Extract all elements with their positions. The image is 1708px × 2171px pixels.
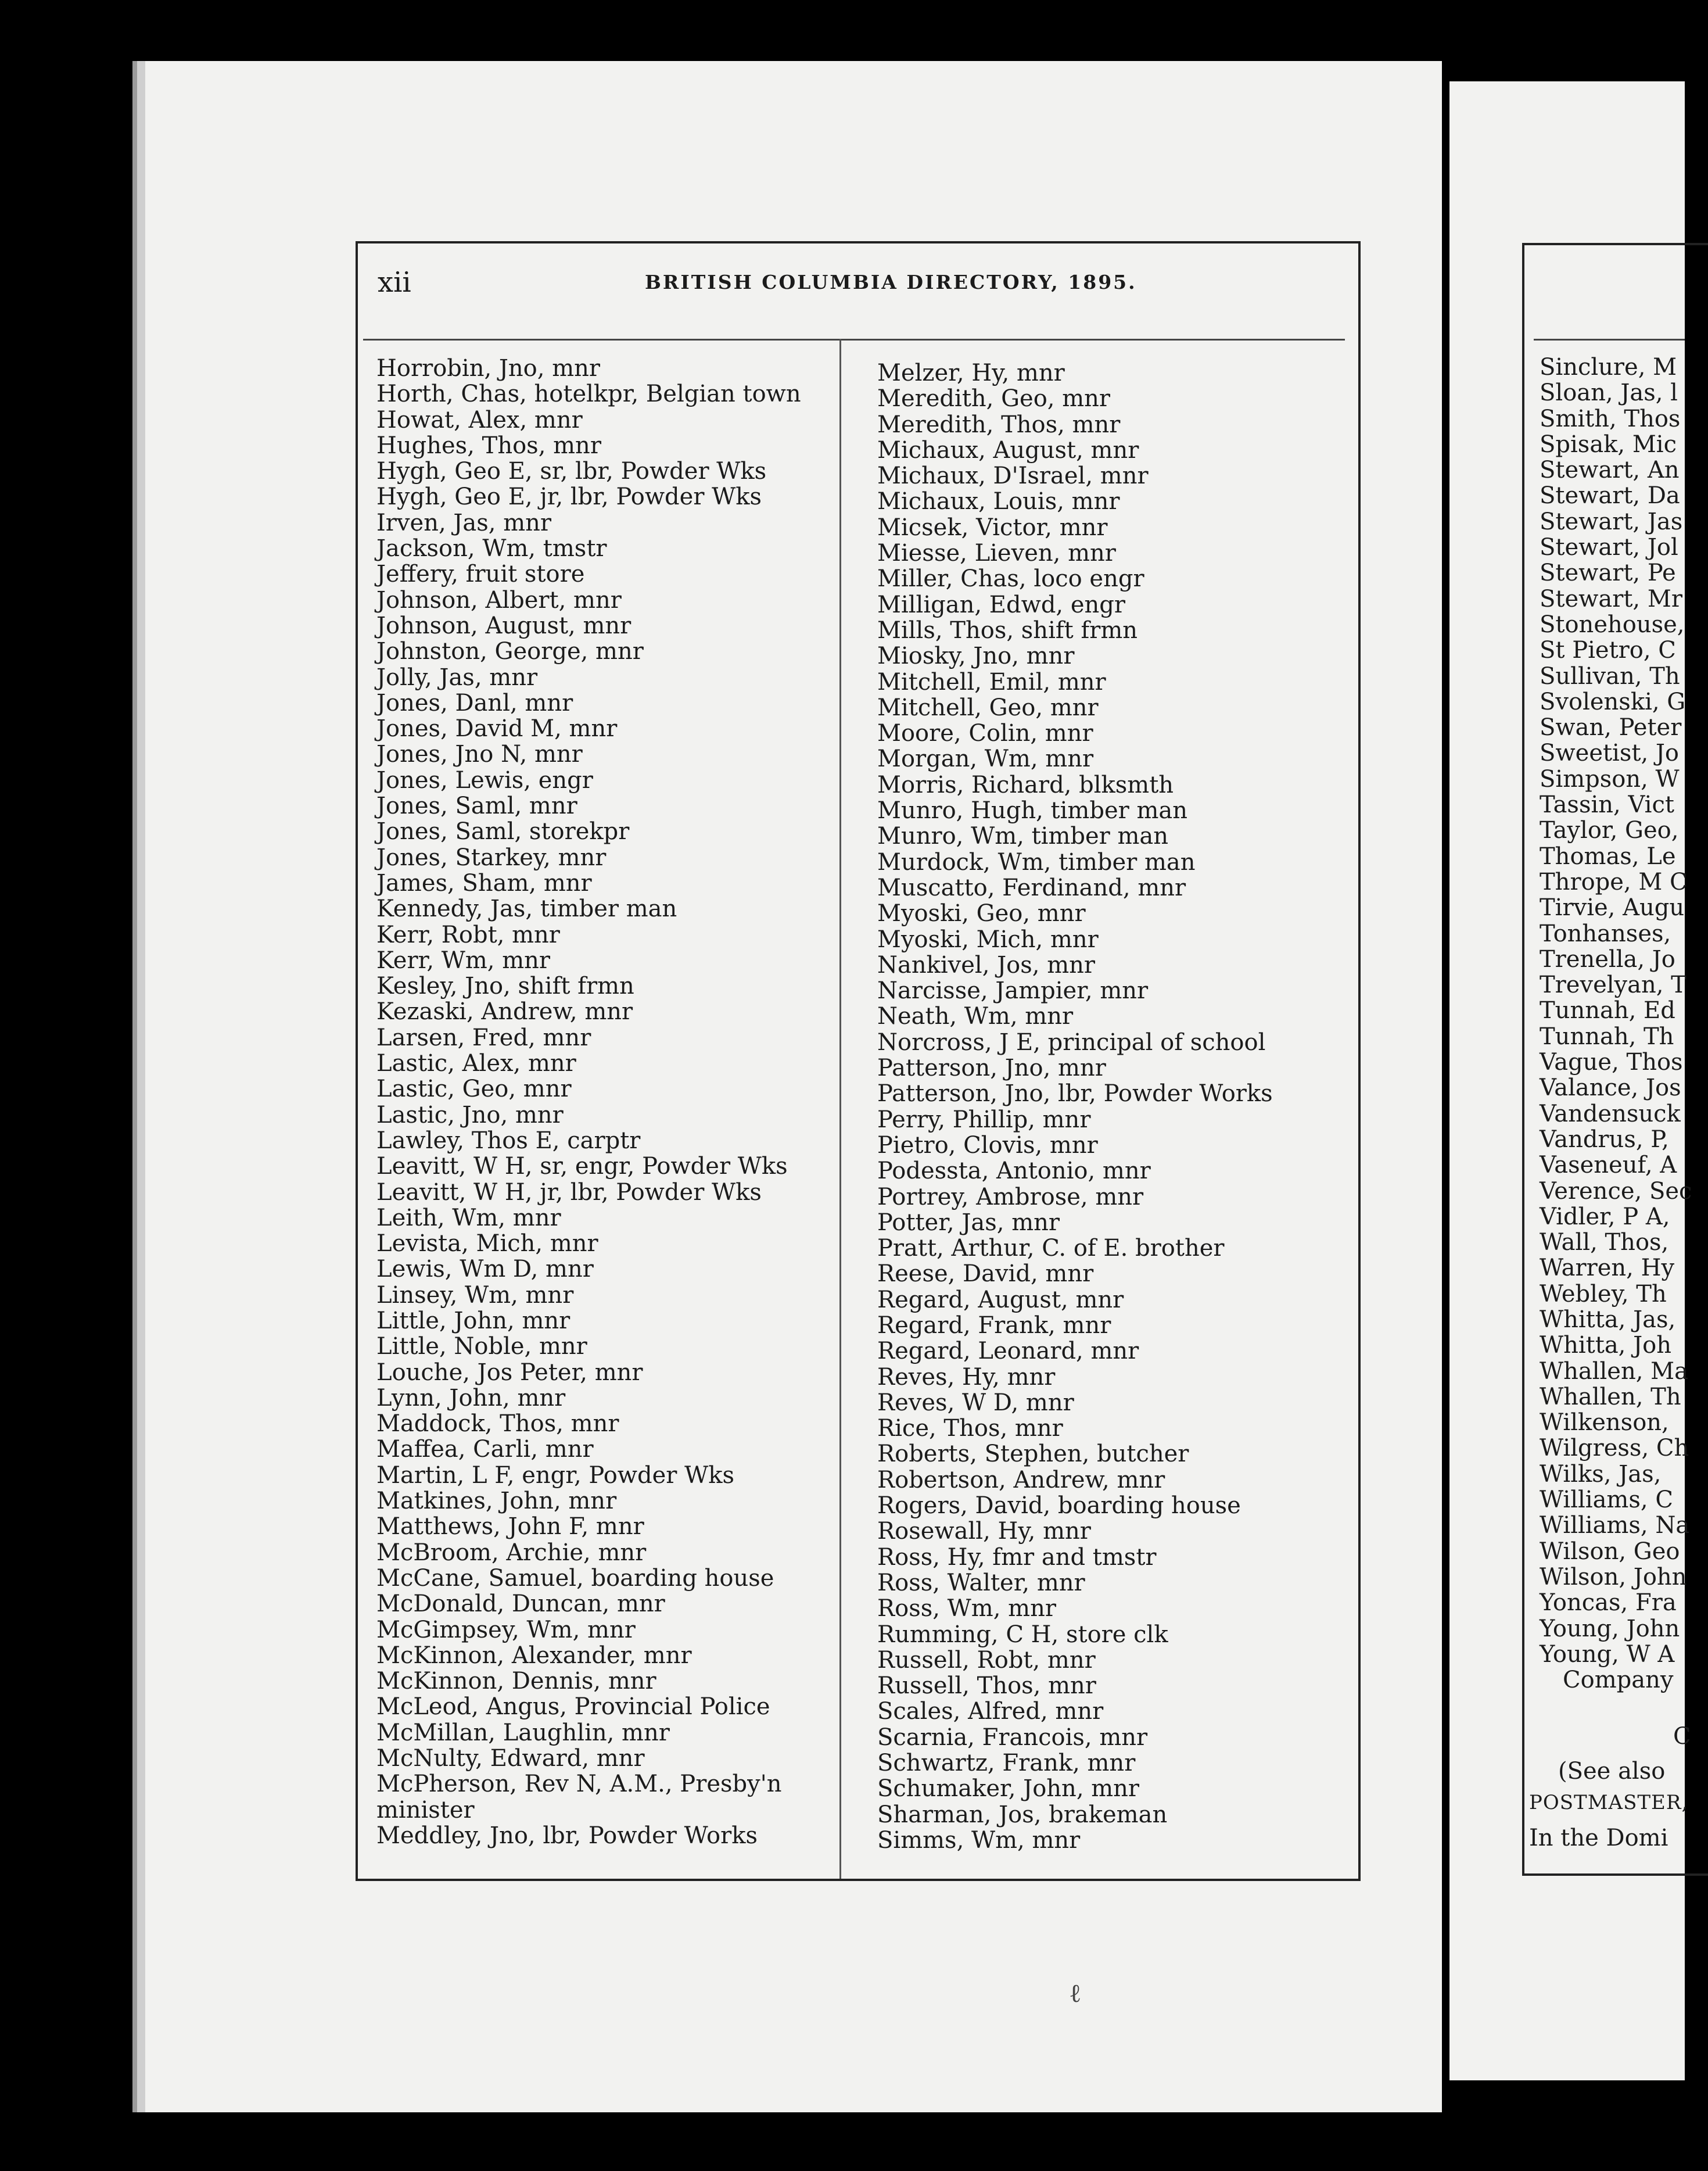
directory-entry: McBroom, Archie, mnr	[376, 1539, 647, 1566]
directory-entry: Schwartz, Frank, mnr	[877, 1750, 1136, 1777]
directory-entry: Kennedy, Jas, timber man	[376, 895, 677, 923]
directory-entry: Kerr, Wm, mnr	[376, 947, 551, 974]
directory-entry: Morgan, Wm, mnr	[877, 746, 1094, 773]
directory-entry: Patterson, Jno, lbr, Powder Works	[877, 1080, 1273, 1108]
directory-entry: Swan, Peter	[1540, 714, 1682, 741]
directory-entry: Regard, Leonard, mnr	[877, 1338, 1139, 1365]
directory-entry: Portrey, Ambrose, mnr	[877, 1183, 1144, 1210]
directory-entry: Ross, Walter, mnr	[877, 1569, 1085, 1596]
directory-entry: Micsek, Victor, mnr	[877, 514, 1108, 541]
directory-entry: Rogers, David, boarding house	[877, 1492, 1241, 1520]
header-rule	[363, 339, 1345, 341]
facing-page-header-rule	[1534, 339, 1685, 341]
directory-entry: Munro, Wm, timber man	[877, 823, 1169, 850]
directory-entry: Scarnia, Francois, mnr	[877, 1724, 1148, 1751]
directory-entry: Jones, Jno N, mnr	[376, 741, 583, 768]
directory-entry: McDonald, Duncan, mnr	[376, 1590, 665, 1618]
directory-entry: Stewart, Mr	[1540, 585, 1682, 612]
directory-entry: Trenella, Jo	[1540, 945, 1675, 973]
directory-entry: Ross, Wm, mnr	[877, 1595, 1056, 1622]
directory-entry: McGimpsey, Wm, mnr	[376, 1616, 636, 1643]
directory-entry: Jeffery, fruit store	[376, 561, 585, 588]
directory-entry: Spisak, Mic	[1540, 431, 1677, 458]
directory-entry: Mills, Thos, shift frmn	[877, 617, 1138, 644]
directory-entry: Reese, David, mnr	[877, 1260, 1094, 1288]
directory-entry: Stewart, Pe	[1540, 560, 1676, 587]
directory-entry: Jones, Lewis, engr	[376, 766, 593, 794]
directory-entry: Russell, Robt, mnr	[877, 1646, 1096, 1674]
directory-entry: Yoncas, Fra	[1540, 1589, 1677, 1617]
directory-entry: Trevelyan, T	[1540, 972, 1687, 999]
directory-entry: Young, W A	[1540, 1640, 1675, 1668]
directory-entry: Tonhanses,	[1540, 920, 1671, 947]
directory-entry: Larsen, Fred, mnr	[376, 1024, 591, 1051]
directory-entry: Moore, Colin, mnr	[877, 720, 1093, 747]
directory-entry: Valance, Jos	[1540, 1074, 1681, 1102]
directory-entry: Norcross, J E, principal of school	[877, 1029, 1266, 1056]
directory-entry: Robertson, Andrew, mnr	[877, 1466, 1165, 1493]
directory-entry: Sullivan, Th	[1540, 662, 1680, 690]
facing-page-column	[1540, 354, 1692, 1693]
directory-entry: Little, John, mnr	[376, 1307, 570, 1334]
directory-entry: Mitchell, Emil, mnr	[877, 668, 1106, 696]
directory-entry: Melzer, Hy, mnr	[877, 360, 1065, 386]
margin-mark: ℓ	[1069, 1979, 1082, 2008]
directory-entry: Stewart, Da	[1540, 482, 1680, 510]
directory-entry: Howat, Alex, mnr	[376, 406, 583, 434]
directory-entry: Jones, Danl, mnr	[376, 689, 573, 716]
directory-entry: Williams, Na	[1540, 1512, 1690, 1539]
directory-entry: Irven, Jas, mnr	[376, 509, 552, 536]
directory-entry: Matkines, John, mnr	[376, 1488, 617, 1515]
directory-entry: Leith, Wm, mnr	[376, 1204, 561, 1231]
directory-entry: Vidler, P A,	[1540, 1203, 1670, 1230]
directory-entry: McLeod, Angus, Provincial Police	[376, 1693, 770, 1721]
directory-entry: Whitta, Joh	[1540, 1332, 1671, 1359]
directory-entry: Miesse, Lieven, mnr	[877, 540, 1116, 567]
directory-entry: Whallen, Ma	[1540, 1357, 1688, 1385]
running-head	[378, 266, 1342, 307]
page-number: xii	[378, 266, 411, 299]
directory-entry: Linsey, Wm, mnr	[376, 1281, 574, 1309]
directory-entry: Muscatto, Ferdinand, mnr	[877, 874, 1186, 901]
directory-entry: Miosky, Jno, mnr	[877, 643, 1075, 670]
directory-entry: Johnson, Albert, mnr	[376, 586, 622, 614]
directory-entry: Jackson, Wm, tmstr	[376, 535, 607, 563]
directory-entry: Stonehouse,	[1540, 611, 1685, 638]
directory-entry: Perry, Phillip, mnr	[877, 1106, 1091, 1133]
directory-entry: Thomas, Le	[1540, 843, 1676, 870]
directory-entry: Tunnah, Ed	[1540, 997, 1675, 1024]
directory-entry: Sharman, Jos, brakeman	[877, 1801, 1168, 1828]
directory-entry: Lawley, Thos E, carptr	[376, 1127, 641, 1154]
directory-entry: Stewart, An	[1540, 457, 1680, 484]
directory-entry: Michaux, August, mnr	[877, 436, 1139, 464]
directory-entry: Patterson, Jno, mnr	[877, 1055, 1106, 1082]
directory-entry: Wilkenson,	[1540, 1409, 1669, 1436]
directory-entry: Taylor, Geo,	[1540, 817, 1679, 844]
directory-entry: Murdock, Wm, timber man	[877, 848, 1196, 876]
directory-entry: St Pietro, C	[1540, 637, 1676, 664]
directory-entry: Maddock, Thos, mnr	[376, 1410, 619, 1438]
page-edge	[135, 64, 141, 2109]
directory-entry: Hygh, Geo E, sr, lbr, Powder Wks	[376, 458, 767, 485]
directory-entry: Leavitt, W H, sr, engr, Powder Wks	[376, 1153, 788, 1180]
directory-entry: Myoski, Mich, mnr	[877, 926, 1099, 953]
directory-entry: Rumming, C H, store clk	[877, 1621, 1168, 1648]
directory-entry: Louche, Jos Peter, mnr	[376, 1359, 643, 1386]
directory-entry: Milligan, Edwd, engr	[877, 591, 1126, 618]
directory-entry: Regard, August, mnr	[877, 1286, 1124, 1313]
directory-entry: Vandensuck	[1540, 1100, 1681, 1127]
directory-entry: Pietro, Clovis, mnr	[877, 1131, 1098, 1159]
directory-entry: Vague, Thos	[1540, 1049, 1683, 1076]
directory-entry: Nankivel, Jos, mnr	[877, 951, 1096, 979]
column-divider	[839, 339, 841, 1879]
directory-entry: Webley, Th	[1540, 1280, 1667, 1307]
directory-entry: Williams, C	[1540, 1486, 1673, 1514]
directory-entry: Leavitt, W H, jr, lbr, Powder Wks	[376, 1178, 762, 1206]
directory-entry: Michaux, D'Israel, mnr	[877, 463, 1149, 490]
directory-entry: Roberts, Stephen, butcher	[877, 1441, 1189, 1468]
directory-column-left	[376, 356, 801, 1848]
directory-entry: Miller, Chas, loco engr	[877, 565, 1144, 593]
facing-postmaster: POSTMASTER,	[1529, 1791, 1689, 1814]
directory-entry: Jones, Starkey, mnr	[376, 844, 607, 871]
directory-entry: Levista, Mich, mnr	[376, 1230, 598, 1258]
directory-entry: Morris, Richard, blksmth	[877, 771, 1174, 798]
directory-entry: Lewis, Wm D, mnr	[376, 1256, 594, 1283]
directory-entry: Martin, L F, engr, Powder Wks	[376, 1461, 735, 1489]
directory-entry: Scales, Alfred, mnr	[877, 1698, 1104, 1725]
directory-entry: Russell, Thos, mnr	[877, 1672, 1096, 1700]
directory-entry: Maffea, Carli, mnr	[376, 1436, 594, 1463]
directory-entry: Wilks, Jas,	[1540, 1460, 1662, 1488]
directory-entry: McCane, Samuel, boarding house	[376, 1564, 774, 1592]
directory-entry: Lastic, Jno, mnr	[376, 1101, 564, 1129]
directory-entry: Jones, Saml, storekpr	[376, 818, 630, 846]
directory-entry: McKinnon, Alexander, mnr	[376, 1642, 692, 1669]
directory-entry: Sloan, Jas, l	[1540, 379, 1678, 407]
directory-entry: Lynn, John, mnr	[376, 1384, 566, 1411]
directory-entry: Meddley, Jno, lbr, Powder Works	[376, 1822, 758, 1849]
directory-entry: Matthews, John F, mnr	[376, 1513, 644, 1541]
directory-entry: McKinnon, Dennis, mnr	[376, 1668, 656, 1695]
directory-entry: Jolly, Jas, mnr	[376, 664, 538, 691]
directory-entry: Kerr, Robt, mnr	[376, 921, 560, 948]
directory-entry: Neath, Wm, mnr	[877, 1003, 1074, 1030]
directory-entry: Schumaker, John, mnr	[877, 1775, 1140, 1803]
directory-entry: McNulty, Edward, mnr	[376, 1745, 645, 1772]
directory-entry: Whallen, Th	[1540, 1383, 1681, 1410]
directory-entry: Wilgress, Ch	[1540, 1435, 1689, 1462]
directory-entry: Kezaski, Andrew, mnr	[376, 998, 633, 1026]
directory-entry: Potter, Jas, mnr	[877, 1209, 1060, 1236]
facing-heading-fragment: C	[1673, 1723, 1691, 1750]
directory-entry: Reves, Hy, mnr	[877, 1363, 1056, 1391]
facing-dominion: In the Domi	[1529, 1825, 1668, 1851]
directory-entry: Meredith, Geo, mnr	[877, 385, 1111, 413]
directory-entry: Wall, Thos,	[1540, 1229, 1669, 1256]
directory-entry: Rosewall, Hy, mnr	[877, 1518, 1091, 1545]
directory-entry: Hughes, Thos, mnr	[376, 432, 601, 459]
directory-entry: Regard, Frank, mnr	[877, 1312, 1111, 1339]
directory-entry: Thrope, M C	[1540, 868, 1688, 895]
directory-entry: Verence, Sec	[1540, 1177, 1692, 1205]
directory-entry: Young, John	[1540, 1615, 1680, 1642]
directory-entry: Vaseneuf, A	[1540, 1152, 1677, 1179]
directory-column-right	[877, 360, 1273, 1853]
directory-entry: Vandrus, P,	[1540, 1126, 1669, 1153]
directory-entry: Jones, David M, mnr	[376, 715, 618, 743]
directory-entry: Rice, Thos, mnr	[877, 1415, 1063, 1442]
directory-entry: Podessta, Antonio, mnr	[877, 1158, 1151, 1185]
directory-entry: Horth, Chas, hotelkpr, Belgian town	[376, 381, 801, 408]
directory-entry: Myoski, Geo, mnr	[877, 900, 1086, 927]
directory-entry: Simms, Wm, mnr	[877, 1826, 1081, 1854]
directory-entry: Svolenski, G	[1540, 688, 1686, 715]
directory-entry: Little, Noble, mnr	[376, 1333, 587, 1360]
directory-entry: Lastic, Alex, mnr	[376, 1050, 576, 1077]
directory-entry: McMillan, Laughlin, mnr	[376, 1719, 670, 1746]
directory-entry: Wilson, Geo	[1540, 1538, 1680, 1565]
directory-entry: Johnston, George, mnr	[376, 638, 644, 665]
directory-entry: Tunnah, Th	[1540, 1023, 1674, 1050]
page-title: BRITISH COLUMBIA DIRECTORY, 1895.	[645, 271, 1137, 293]
directory-entry: Ross, Hy, fmr and tmstr	[877, 1543, 1157, 1571]
directory-entry: Reves, W D, mnr	[877, 1389, 1074, 1416]
directory-entry: Meredith, Thos, mnr	[877, 411, 1121, 438]
directory-entry: Lastic, Geo, mnr	[376, 1076, 572, 1103]
directory-entry: Sweetist, Jo	[1540, 740, 1679, 767]
directory-entry: Simpson, W	[1540, 765, 1680, 793]
directory-entry: Tirvie, Augu	[1540, 894, 1685, 922]
directory-entry: Smith, Thos	[1540, 405, 1681, 432]
directory-entry: Company	[1563, 1667, 1674, 1694]
directory-entry: McPherson, Rev N, A.M., Presby'n	[376, 1771, 782, 1798]
directory-entry: Jones, Saml, mnr	[376, 793, 577, 820]
directory-entry: Horrobin, Jno, mnr	[376, 355, 600, 382]
directory-entry: Narcisse, Jampier, mnr	[877, 977, 1149, 1005]
directory-entry: Pratt, Arthur, C. of E. brother	[877, 1235, 1225, 1262]
directory-entry: Michaux, Louis, mnr	[877, 488, 1120, 515]
directory-entry: Wilson, John	[1540, 1563, 1687, 1590]
directory-entry: Warren, Hy	[1540, 1255, 1675, 1282]
directory-entry: Tassin, Vict	[1540, 791, 1674, 819]
directory-entry: Stewart, Jol	[1540, 534, 1678, 561]
directory-entry: Hygh, Geo E, jr, lbr, Powder Wks	[376, 483, 762, 511]
directory-entry: minister	[376, 1796, 475, 1824]
directory-entry: Stewart, Jas	[1540, 508, 1683, 535]
directory-entry: Sinclure, M	[1540, 354, 1677, 381]
directory-entry: James, Sham, mnr	[376, 869, 592, 897]
directory-entry: Kesley, Jno, shift frmn	[376, 973, 634, 1000]
directory-entry: Mitchell, Geo, mnr	[877, 694, 1099, 721]
directory-entry: Munro, Hugh, timber man	[877, 797, 1188, 825]
directory-entry: Johnson, August, mnr	[376, 612, 631, 639]
directory-entry: Whitta, Jas,	[1540, 1306, 1676, 1333]
facing-see-also: (See also	[1558, 1758, 1666, 1785]
